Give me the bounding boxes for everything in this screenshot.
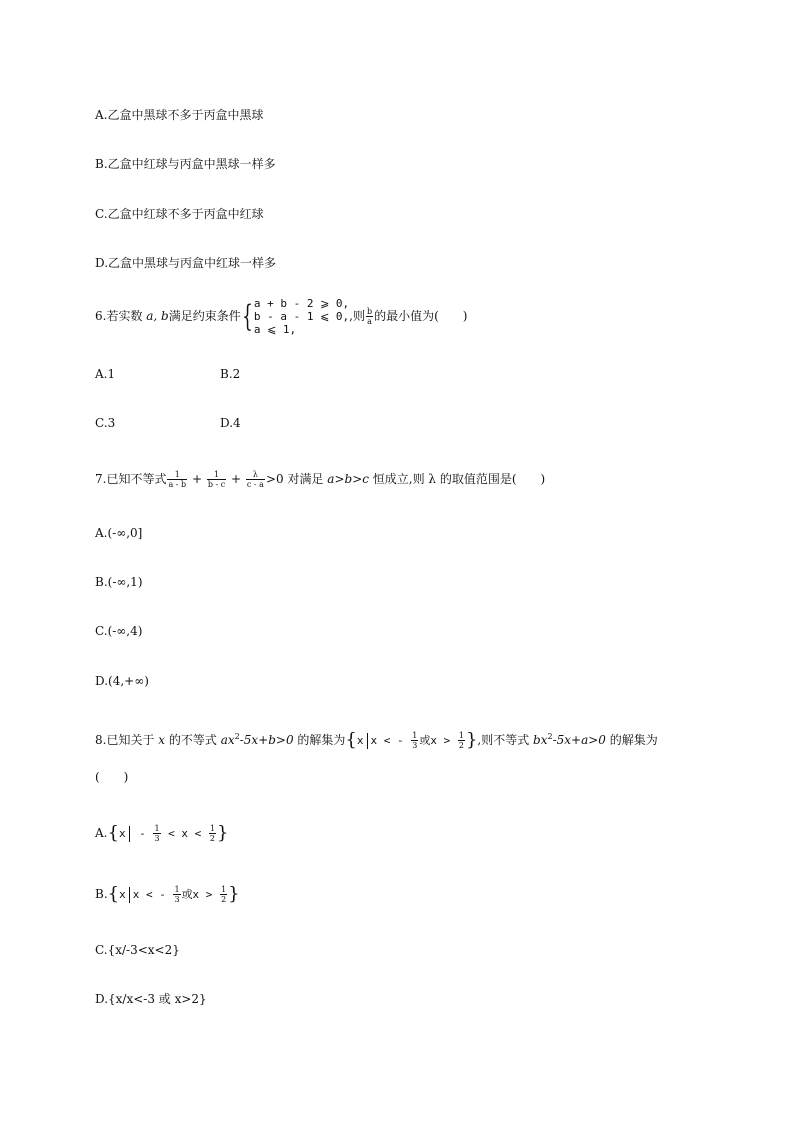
fraction-1-over-b-c: $\frac{1}{b - c}$ <box>207 470 226 489</box>
q8-paren: ( ) <box>95 770 129 784</box>
set-bar-icon <box>129 826 130 842</box>
q6-option-c: C.3 <box>95 416 116 430</box>
q7-stem: 7.已知不等式 $\frac{1}{a - b}$ + $\frac{1}{b - c}$ + $\frac{\lambda}{c - a}$ >0 对满足 a>b>c 恒成立,则 λ 的取值范围是( ) <box>95 470 546 489</box>
q8-option-a: A.{x - $\frac{1}{3}$ < x < $\frac{1}{2}$ } <box>95 822 229 844</box>
q6-option-b: B.2 <box>220 367 241 381</box>
fraction-1-over-3: $\frac{1}{3}$ <box>174 885 180 904</box>
q7-option-b: B.(-∞,1) <box>95 575 143 589</box>
q5-option-d: D.乙盒中黑球与丙盒中红球一样多 <box>95 256 277 270</box>
fraction-1-over-2: $\frac{1}{2}$ <box>458 731 464 750</box>
q8-option-b: B.{x x < - $\frac{1}{3}$ 或x > $\frac{1}{2}$ } <box>95 883 240 905</box>
left-brace-icon: { <box>107 883 120 905</box>
right-brace-icon: } <box>216 822 229 844</box>
q5-option-c: C.乙盒中红球不多于丙盒中红球 <box>95 207 264 221</box>
constraint-system: a + b - 2 ⩾ 0, b - a - 1 ⩽ 0, a ⩽ 1, <box>253 297 350 336</box>
q6-stem: 6.若实数 a, b满足约束条件{ a + b - 2 ⩾ 0, b - a - 1 ⩽ 0, a ⩽ 1, ,则 $\frac{b}{a}$ 的最小值为( ) <box>95 297 468 336</box>
right-brace-icon: } <box>465 729 478 751</box>
q7-option-a: A.(-∞,0] <box>95 526 143 540</box>
fraction-1-over-3: $\frac{1}{3}$ <box>412 731 418 750</box>
set-bar-icon <box>367 733 368 749</box>
q6-option-a: A.1 <box>95 367 116 381</box>
fraction-1-over-2: $\frac{1}{2}$ <box>209 824 215 843</box>
q7-option-d: D.(4,+∞) <box>95 674 149 688</box>
right-brace-icon: } <box>228 883 240 905</box>
fraction-lambda-over-c-a: $\frac{\lambda}{c - a}$ <box>246 470 264 489</box>
q6-option-d: D.4 <box>220 416 241 430</box>
left-brace-icon: { <box>242 298 253 334</box>
q5-option-a: A.乙盒中黑球不多于丙盒中黑球 <box>95 108 264 122</box>
q7-option-c: C.(-∞,4) <box>95 624 143 638</box>
fraction-1-over-2: $\frac{1}{2}$ <box>221 885 227 904</box>
fraction-1-over-a-b: $\frac{1}{a - b}$ <box>168 470 187 489</box>
q5-option-b: B.乙盒中红球与丙盒中黑球一样多 <box>95 157 276 171</box>
q8-option-c: C.{x/-3<x<2} <box>95 943 180 957</box>
fraction-1-over-3: $\frac{1}{3}$ <box>154 824 160 843</box>
q8-option-d: D.{x/x<-3 或 x>2} <box>95 992 207 1006</box>
left-brace-icon: { <box>345 729 357 751</box>
fraction-b-over-a: $\frac{b}{a}$ <box>366 307 373 326</box>
left-brace-icon: { <box>107 822 119 844</box>
set-bar-icon <box>129 887 130 903</box>
q8-stem: 8.已知关于 x 的不等式 $ax^2-5x+b>0$ 的解集为{x x < - $\frac{1}{3}$ 或x > $\frac{1}{2}$ },则不等式 $bx^2-5x+a>0$ 的解集为 <box>95 729 658 751</box>
